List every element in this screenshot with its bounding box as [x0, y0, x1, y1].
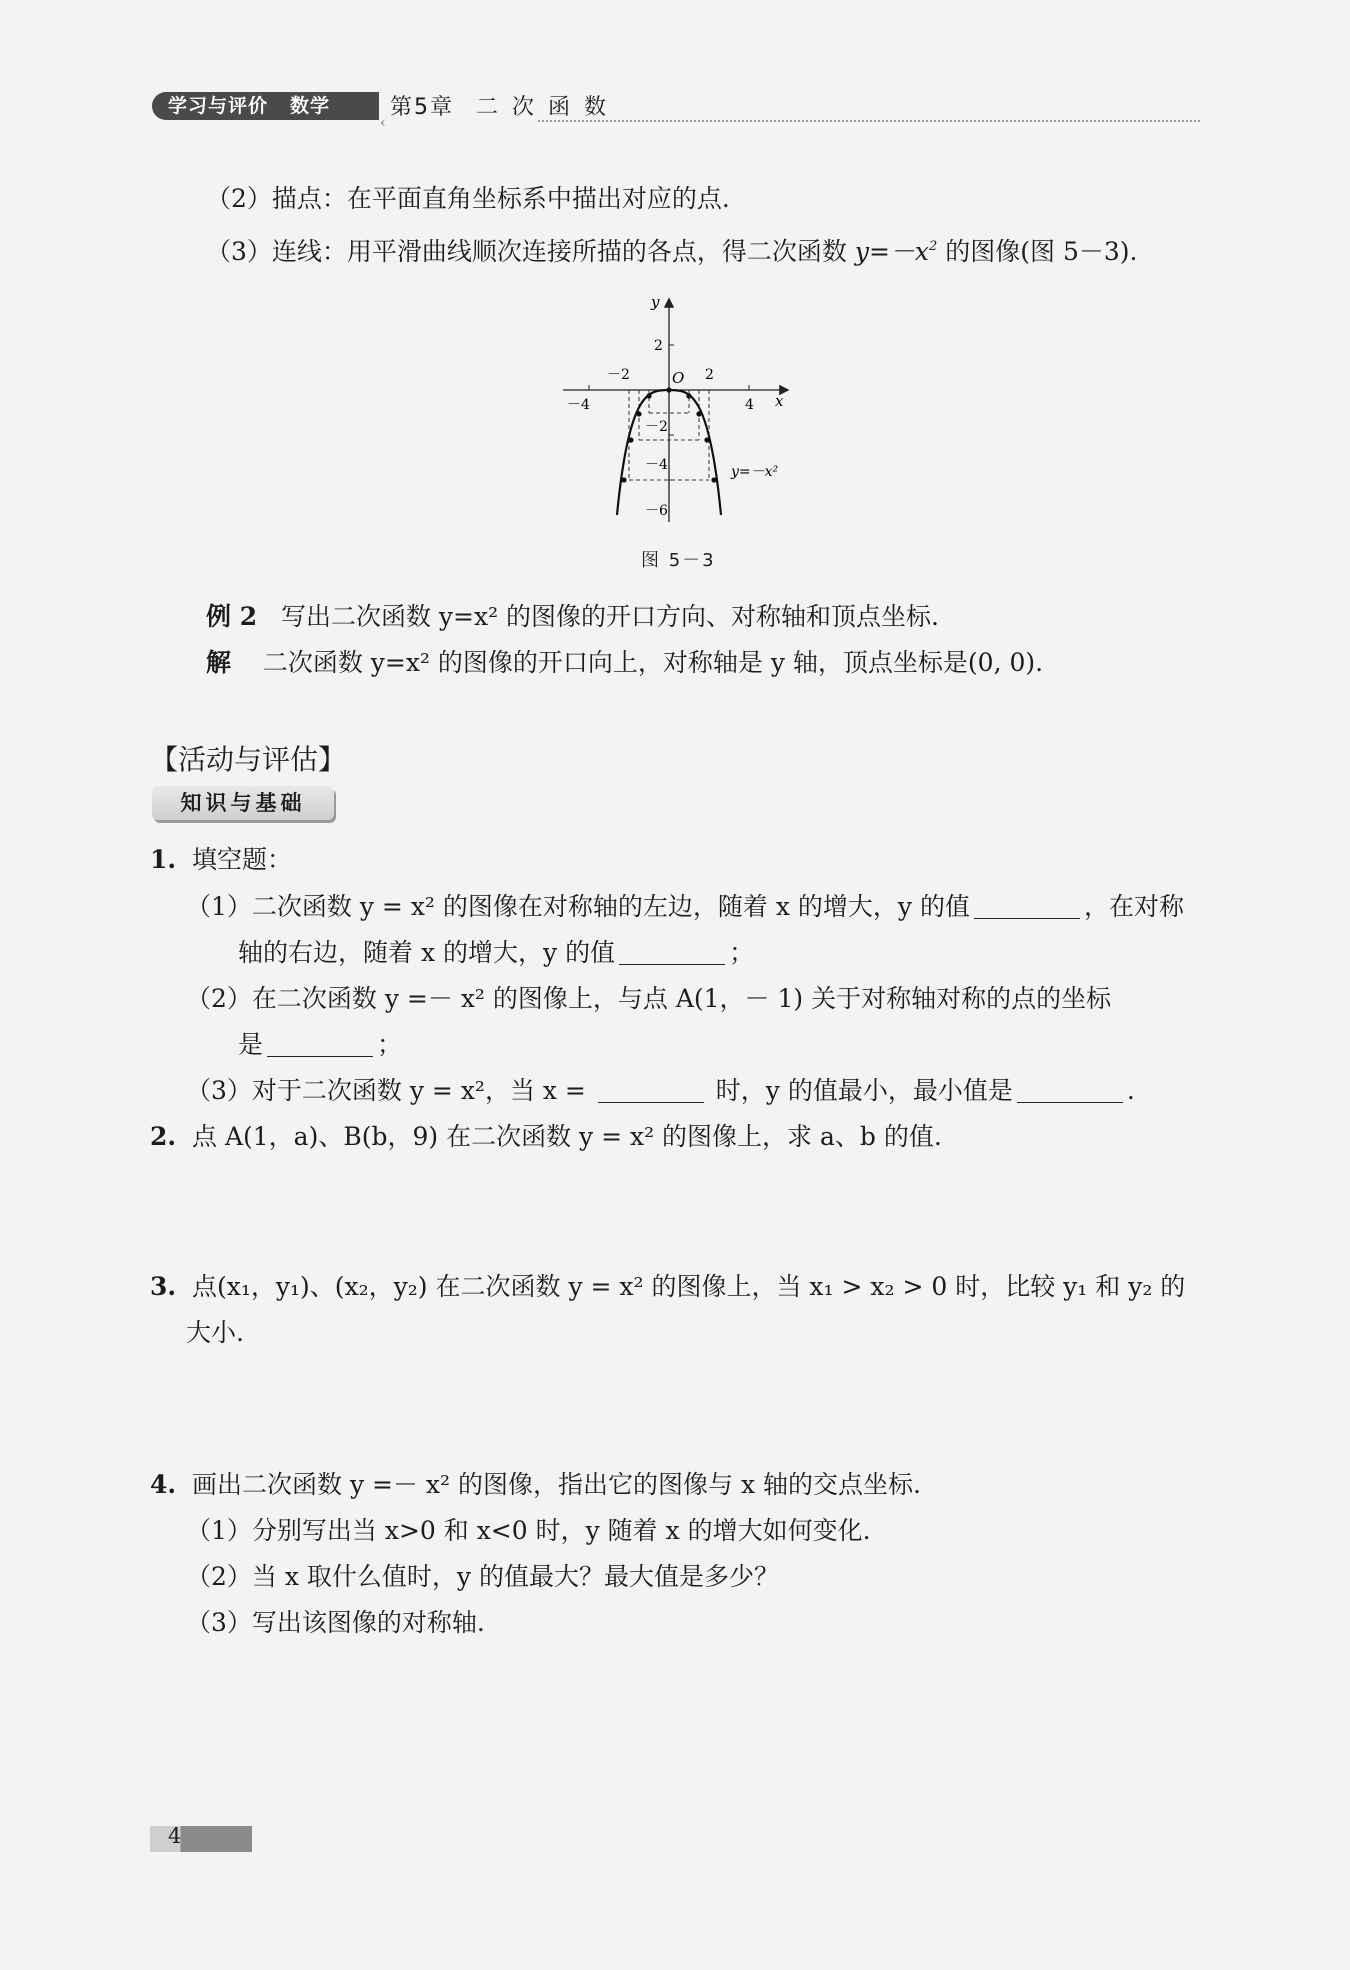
problem-number: 4. [150, 1470, 177, 1499]
answer-blank[interactable] [598, 1078, 704, 1103]
problem-4-3: （3）写出该图像的对称轴. [186, 1608, 485, 1637]
chapter-title: 二次函数 [476, 95, 621, 120]
problem-text: （3）对于二次函数 y = x²，当 x = [186, 1076, 594, 1105]
x-axis-label: x [775, 392, 784, 410]
subject-label: 数学 [290, 95, 331, 117]
running-header [152, 88, 1200, 131]
problem-number: 1. [150, 845, 177, 874]
x-tick-label: 2 [705, 367, 714, 383]
section-title: 【活动与评估】 [150, 743, 347, 776]
header-dotted-rule [538, 120, 1200, 122]
x-tick-label: 4 [745, 397, 754, 413]
problem-1-3 [186, 1074, 1135, 1108]
problem-1-1-line-2 [238, 936, 754, 970]
problem-number: 3. [150, 1272, 177, 1301]
chapter-heading [390, 90, 620, 121]
y-tick-label: －6 [645, 503, 668, 519]
answer-blank[interactable] [267, 1032, 373, 1057]
book-title-pill [152, 92, 379, 120]
origin-label: O [672, 369, 685, 387]
y-axis-label: y [651, 293, 660, 311]
problem-text: （1）二次函数 y = x² 的图像在对称轴的左边，随着 x 的增大，y 的值 [186, 892, 970, 921]
problem-1-2-line-1: （2）在二次函数 y =－ x² 的图像上，与点 A(1，－ 1) 关于对称轴对称的点的坐标 [186, 984, 1112, 1013]
problem-1-2-line-2 [238, 1028, 402, 1062]
problem-text: 填空题： [192, 845, 293, 874]
problem-text: 点 A(1，a)、B(b，9) 在二次函数 y = x² 的图像上，求 a、b 的值. [192, 1122, 942, 1151]
step-connect-text-b: 的图像(图 5－3). [937, 237, 1138, 266]
problem-3-line-1 [150, 1270, 1185, 1304]
problem-text: 是 [238, 1030, 264, 1059]
step-connect [206, 230, 1137, 269]
formula-neg-x-squared: $y=-x^2$ [854, 237, 938, 266]
header-arrow-icon: ‹ [380, 115, 386, 131]
step-plot: （2）描点：在平面直角坐标系中描出对应的点. [206, 184, 730, 213]
parabola-figure [555, 290, 800, 530]
step-connect-text-a: （3）连线：用平滑曲线顺次连接所描的各点，得二次函数 [206, 237, 855, 266]
problem-1-1-line-1 [186, 890, 1184, 924]
example-text: 写出二次函数 y=x² 的图像的开口方向、对称轴和顶点坐标. [280, 602, 939, 631]
problem-text: . [1126, 1076, 1135, 1105]
problem-4-2: （2）当 x 取什么值时，y 的值最大？最大值是多少？ [186, 1562, 779, 1591]
problem-number: 2. [150, 1122, 177, 1151]
problem-2 [150, 1120, 942, 1154]
curve-label: y=－x² [731, 464, 779, 480]
x-tick-label: －4 [567, 397, 590, 413]
problem-3-line-2: 大小. [186, 1318, 244, 1347]
problem-text: 画出二次函数 y =－ x² 的图像，指出它的图像与 x 轴的交点坐标. [192, 1470, 921, 1499]
problem-text: ，在对称 [1083, 892, 1184, 921]
page-number: 4 [168, 1824, 182, 1848]
problem-4-1: （1）分别写出当 x>0 和 x<0 时，y 随着 x 的增大如何变化. [186, 1516, 871, 1545]
example-label: 例 2 [206, 602, 258, 631]
problem-text: 点(x₁，y₁)、(x₂，y₂) 在二次函数 y = x² 的图像上，当 x₁ > x₂ > 0 时，比较 y₁ 和 y₂ 的 [192, 1272, 1186, 1301]
problem-text: 轴的右边，随着 x 的增大，y 的值 [238, 938, 616, 967]
problem-1-title [150, 843, 292, 877]
example-answer [206, 646, 1043, 680]
answer-blank[interactable] [619, 940, 725, 965]
problem-text: ； [729, 938, 755, 967]
answer-blank[interactable] [1017, 1078, 1123, 1103]
y-tick-label: 2 [654, 338, 663, 354]
book-title: 学习与评价 [168, 95, 269, 117]
problem-text: ； [377, 1030, 403, 1059]
section-badge: 知识与基础 [152, 786, 334, 820]
answer-text: 二次函数 y=x² 的图像的开口向上，对称轴是 y 轴，顶点坐标是(0, 0). [262, 648, 1044, 677]
chapter-number: 第5章 [390, 95, 454, 120]
figure-caption: 图 5－3 [641, 550, 716, 571]
answer-label: 解 [206, 648, 232, 677]
x-tick-label: －2 [607, 367, 630, 383]
answer-blank[interactable] [974, 894, 1080, 919]
y-tick-label: －4 [645, 457, 668, 473]
problem-text: 时，y 的值最小，最小值是 [707, 1076, 1013, 1105]
y-tick-label: －2 [645, 419, 668, 435]
problem-4 [150, 1468, 921, 1502]
page-number-tab [150, 1826, 252, 1852]
example-question [206, 600, 939, 634]
